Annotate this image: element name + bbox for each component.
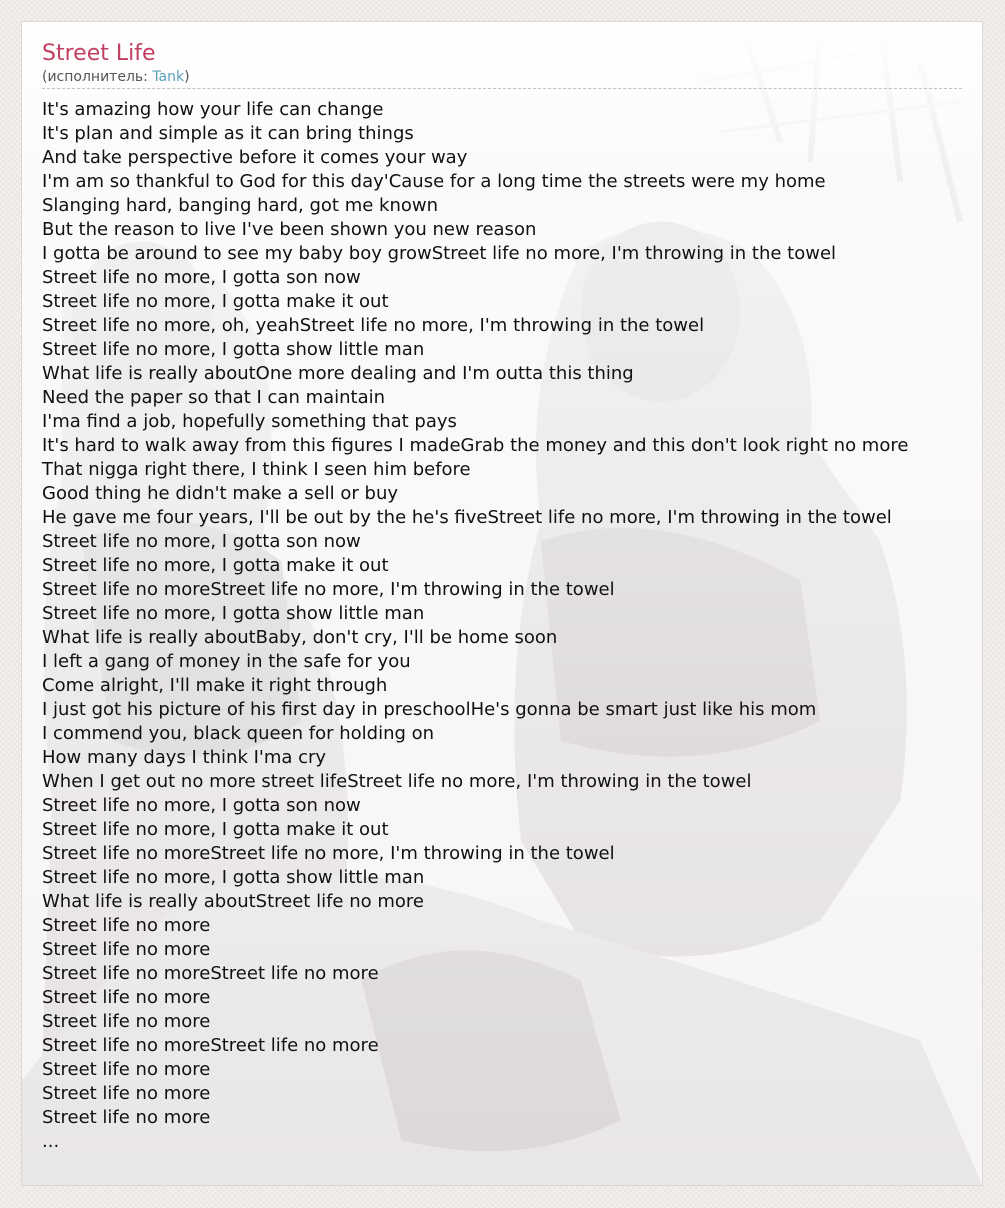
lyric-line: I commend you, black queen for holding on xyxy=(42,723,435,744)
lyric-line: Street life no more, I gotta show little man xyxy=(42,867,425,888)
lyric-line: Street life no more xyxy=(42,987,211,1008)
lyric-line: And take perspective before it comes your way xyxy=(42,147,468,168)
lyric-line: Good thing he didn't make a sell or buy xyxy=(42,483,399,504)
lyric-line: Street life no more, I gotta make it out xyxy=(42,291,389,312)
lyric-line: Street life no more xyxy=(42,939,211,960)
lyric-line: Street life no moreStreet life no more xyxy=(42,963,379,984)
artist-prefix: (исполнитель: xyxy=(42,69,153,85)
lyric-line: Street life no more, I gotta show little man xyxy=(42,339,425,360)
lyric-line: Slanging hard, banging hard, got me known xyxy=(42,195,438,216)
lyric-line: But the reason to live I've been shown you new reason xyxy=(42,219,537,240)
lyric-line: What life is really aboutOne more dealing and I'm outta this thing xyxy=(42,363,634,384)
lyric-line: Street life no more, I gotta son now xyxy=(42,267,361,288)
lyric-line: What life is really aboutBaby, don't cry, I'll be home soon xyxy=(42,627,558,648)
lyric-line: Street life no more xyxy=(42,915,211,936)
lyric-line: Street life no more, oh, yeahStreet life no more, I'm throwing in the towel xyxy=(42,315,705,336)
lyric-line: I'ma find a job, hopefully something that pays xyxy=(42,411,457,432)
lyric-line: I'm am so thankful to God for this day'Cause for a long time the streets were my home xyxy=(42,171,826,192)
lyric-line: Street life no more, I gotta make it out xyxy=(42,819,389,840)
lyric-line: It's amazing how your life can change xyxy=(42,99,384,120)
lyric-line: Street life no more xyxy=(42,1059,211,1080)
lyric-line: Street life no more, I gotta son now xyxy=(42,795,361,816)
lyric-line: It's plan and simple as it can bring things xyxy=(42,123,414,144)
song-title: Street Life xyxy=(42,41,156,66)
lyric-line: ... xyxy=(42,1131,60,1152)
lyric-line: Street life no more xyxy=(42,1107,211,1128)
lyric-line: I just got his picture of his first day in preschoolHe's gonna be smart just like his mom xyxy=(42,699,817,720)
lyric-line: I gotta be around to see my baby boy growStreet life no more, I'm throwing in the towel xyxy=(42,243,837,264)
lyric-line: It's hard to walk away from this figures I madeGrab the money and this don't look right no more xyxy=(42,435,909,456)
artist-line xyxy=(42,68,962,89)
lyric-line: Street life no moreStreet life no more xyxy=(42,1035,379,1056)
lyric-line: I left a gang of money in the safe for you xyxy=(42,651,411,672)
lyric-line: Street life no more, I gotta make it out xyxy=(42,555,389,576)
song-content xyxy=(42,40,964,1154)
lyric-line: That nigga right there, I think I seen him before xyxy=(42,459,471,480)
lyric-line: Street life no moreStreet life no more, I'm throwing in the towel xyxy=(42,579,615,600)
lyric-line: Street life no more, I gotta son now xyxy=(42,531,361,552)
lyric-line: He gave me four years, I'll be out by the he's fiveStreet life no more, I'm throwing in the towel xyxy=(42,507,892,528)
lyric-line: What life is really aboutStreet life no more xyxy=(42,891,424,912)
lyrics-card xyxy=(21,21,983,1186)
artist-link[interactable]: Tank xyxy=(152,69,185,85)
lyric-line: How many days I think I'ma cry xyxy=(42,747,327,768)
lyric-line: Street life no more, I gotta show little man xyxy=(42,603,425,624)
lyric-line: Street life no moreStreet life no more, I'm throwing in the towel xyxy=(42,843,615,864)
lyric-line: Street life no more xyxy=(42,1011,211,1032)
lyric-line: When I get out no more street lifeStreet life no more, I'm throwing in the towel xyxy=(42,771,752,792)
lyric-line: Need the paper so that I can maintain xyxy=(42,387,386,408)
lyric-line: Come alright, I'll make it right through xyxy=(42,675,388,696)
artist-suffix: ) xyxy=(184,69,190,85)
lyrics-text xyxy=(42,98,964,1154)
lyric-line: Street life no more xyxy=(42,1083,211,1104)
